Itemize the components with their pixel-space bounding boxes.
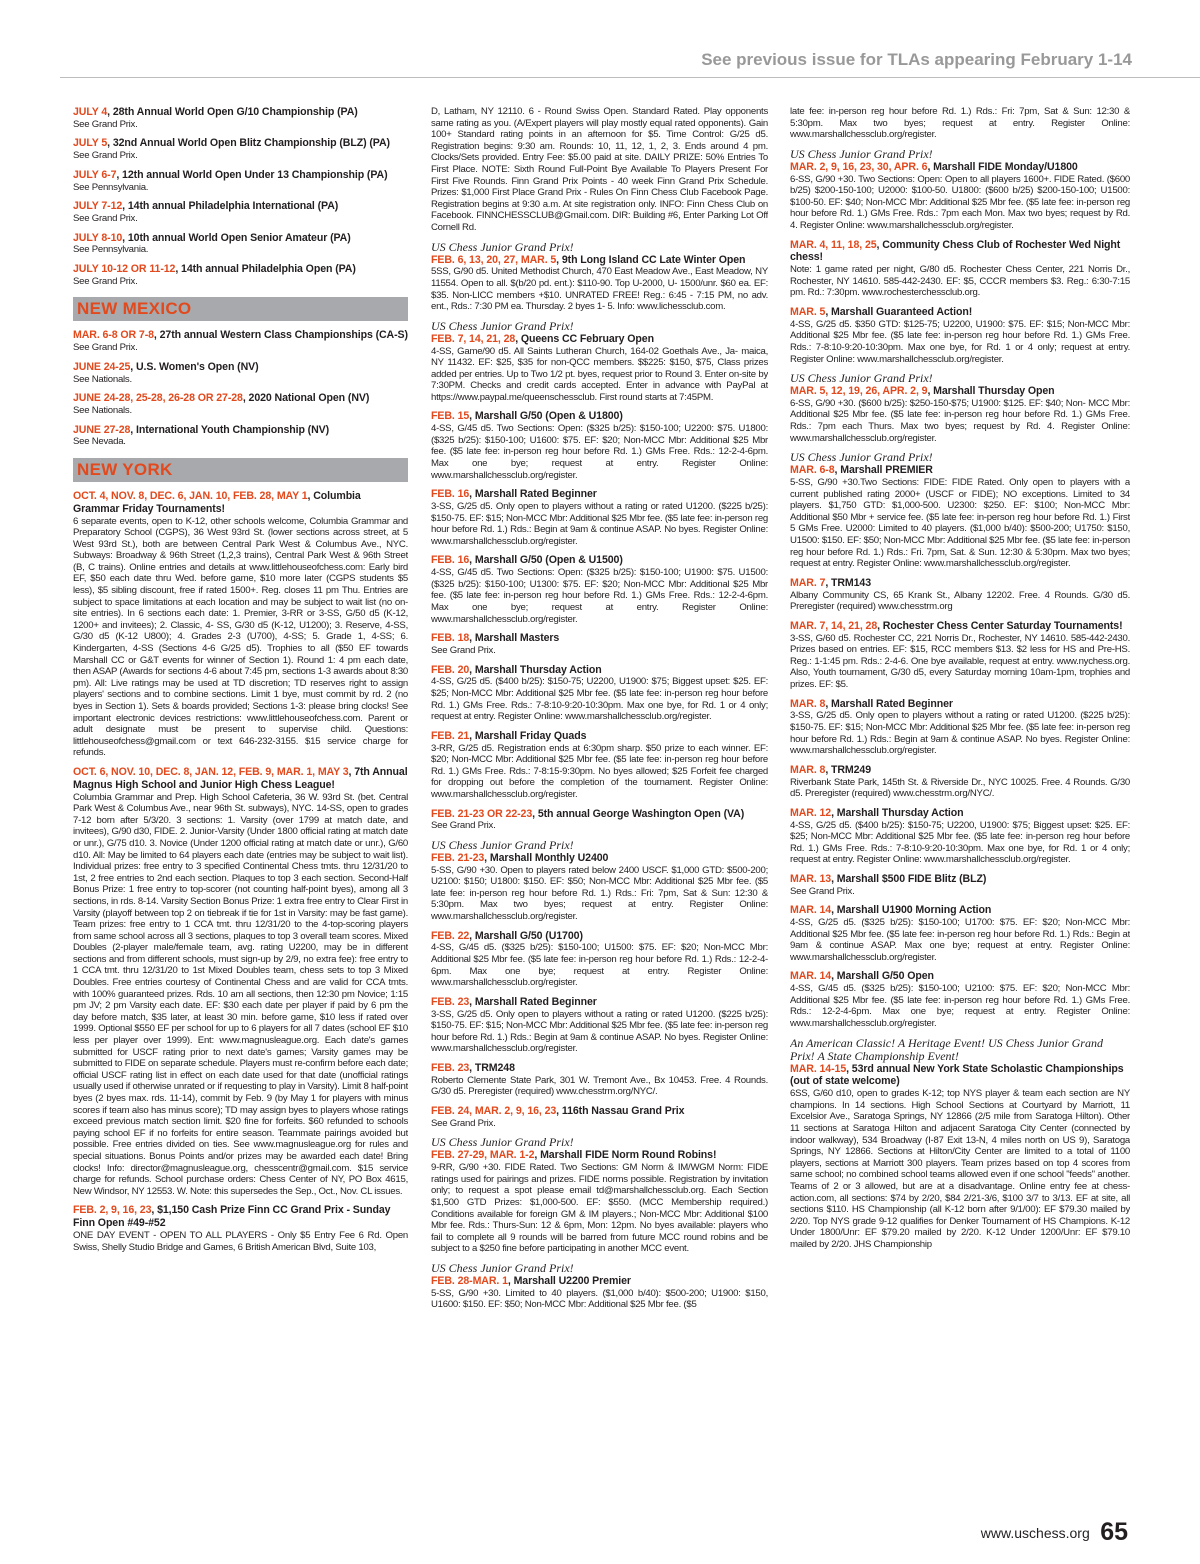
listing-dates: JUNE 27-28: [73, 423, 131, 436]
listing-heading: [73, 424, 408, 437]
listing-title: , Marshall PREMIER: [834, 464, 933, 477]
listing-details: D, Latham, NY 12110. 6 - Round Swiss Open. Standard Rated. Play opponents same rating as you. (A/Expert players will play mostly equal rated opponents). Gain 100+ Standard rating points in an afternoon for $5. Time Control: G/25 d5. Registration begins: 9:30 am. Rounds: 10, 11, 12, 1, 2, 3. Ends around 4 pm. Clocks/Sets provided. Entry Fee: $5.00 paid at site. DAILY PRIZE: 50% Entries To First Place. NOTE: Sixth Round Full-Point Bye Available To Players Present For First Five Rounds. Finn Grand Prix Points - 40 week Finn Grand Prix Schedule. Prizes: $1,000 First Place Grand Prix - Rules On Finn Chess Club Facebook Page. Registration begins at 9:30 a.m. At site registration only. INFO: Finn Chess Club on Facebook. FINNCHESSCLUB@Gmail.com. DIR: Building #6, Enter Parking Lot Off Cornell Rd.: [431, 106, 768, 233]
listing-heading: [790, 807, 1130, 820]
listing-dates: JULY 6-7: [73, 168, 117, 181]
listing-title: , Marshall Thursday Open: [927, 385, 1055, 398]
listing-heading: [790, 464, 1130, 477]
listing-heading: [73, 137, 408, 150]
state-section-banner: [73, 458, 408, 482]
listing-title: , Marshall U2200 Premier: [507, 1274, 631, 1287]
event-designation: US Chess Junior Grand Prix!: [790, 450, 933, 465]
listing-details: 3-RR, G/25 d5. Registration ends at 6:30pm sharp. $50 prize to each winner. EF: $20; Non-MCC Mbr: Additional $25 Mbr fee. ($5 late fee: in-person reg hour before Rd. 1.) GMs Free. Rds.: 7-8:15-9:30pm. No byes allowed; $25 Forfeit fee charged for dropping out before the completion of the tournament. Register Online: www.marshallchessclub.org/register.: [431, 742, 768, 800]
event-designation: US Chess Junior Grand Prix!: [790, 371, 933, 386]
listing-heading: [73, 361, 408, 374]
page-number: 65: [1100, 1518, 1128, 1546]
listing-dates: MAR. 4, 11, 18, 25: [790, 238, 877, 251]
listing-details: 5-SS, G/90 +30.Two Sections: FIDE: FIDE Rated. Only open to players with a current published rating 2000+ (USCF or FIDE); NO exceptions. Limited to 34 players. $1,750 GTD: $1,000-500. U2300: $250. EF: $100; Non-MCC Mbr: Additional $50 Mbr + service fee. ($5 late fee: in-person reg hour before Rd. 1.) First 5 GMs Free. U2000: Limited to 40 players. ($1,000 b/40): $500-200; U1750: $150, U1500: $150. EF: $50; Non-MCC Mbr: Additional $25 Mbr fee. ($5 late fee: in-person reg hour before Rd. 1.) Rds.: Fri. 7pm, Sat. & Sun. 12:30 & 5:30pm. Max two byes; request at entry. Register Online: www.marshallchessclub.org/register.: [790, 477, 1130, 570]
listing-heading: [431, 730, 768, 743]
listing-title: , U.S. Women's Open (NV): [130, 360, 259, 373]
listing-title: , Marshall U1900 Morning Action: [831, 904, 992, 917]
tournament-listing: [73, 329, 408, 353]
state-name: NEW MEXICO: [77, 299, 192, 319]
listing-title: , TRM143: [825, 576, 872, 589]
column-3: [790, 106, 1130, 1506]
running-header: [60, 50, 1200, 80]
tournament-listing: [431, 106, 768, 234]
tournament-listing: [790, 306, 1130, 365]
listing-title: , 27th annual Western Class Championships (CA-S): [153, 329, 408, 342]
listing-dates: FEB. 28-MAR. 1: [431, 1274, 508, 1287]
tournament-listing: [790, 764, 1130, 800]
listing-title: , Marshall G/50 (Open & U1500): [469, 554, 623, 567]
listing-title: , 53rd annual New York State Scholastic Championships (out of state welcome): [790, 1062, 1124, 1088]
listing-dates: MAR. 2, 9, 16, 23, 30, APR. 6: [790, 160, 928, 173]
listing-dates: JUNE 24-28, 25-28, 26-28 OR 27-28: [73, 392, 243, 405]
listing-heading: [790, 1063, 1130, 1089]
listing-dates: JULY 8-10: [73, 231, 123, 244]
listing-heading: [73, 490, 408, 516]
listing-details: 9-RR, G/90 +30. FIDE Rated. Two Sections: GM Norm & IM/WGM Norm: FIDE ratings used for pairings and prizes. FIDE norms possible. Registration by invitation only; to request a spot please email td@marshallchessclub.org. Each Section $1,500 GTD Prizes: $1,000-500. EF: $550. (MCC Membership required.) Conditions available for foreign GM & IM players.; Non-MCC Mbr: Additional $100 Mbr fee. Rds.: Thurs-Sun: 12 & 6pm, Mon: 12pm. No byes available: players who fail to complete all 9 rounds will be barred from future MCC round robins and be subject to a $250 fine before participating in another MCC event.: [431, 1162, 768, 1255]
listing-dates: FEB. 16: [431, 554, 470, 567]
listing-heading: [790, 385, 1130, 398]
listing-details: 6-SS, G/90 +30. ($600 b/25): $250-150-$75; U1900: $125. EF: $40; Non- MCC Mbr: Additional $25 Mbr fee. ($5 late fee: in-person reg hour before Rd. 1.) GMs Free. Rds.: 7pm each Thurs. Max two byes; request by Rd. 4. Register Online: www.marshallchessclub.org/register.: [790, 397, 1130, 444]
tournament-listing: [790, 904, 1130, 963]
listing-dates: FEB. 22: [431, 929, 470, 942]
listing-title: , 32nd Annual World Open Blitz Championship (BLZ) (PA): [107, 137, 390, 150]
listing-details: See Pennsylvania.: [73, 244, 149, 256]
listing-title: , $1,150 Cash Prize Finn CC Grand Prix - Sunday Finn Open #49-#52: [73, 1204, 391, 1230]
tournament-listing: [790, 148, 1130, 232]
event-designation: An American Classic! A Heritage Event! US Chess Junior Grand Prix! A State Championship Event!: [790, 1035, 1103, 1063]
listing-heading: [431, 852, 768, 865]
listing-details: See Grand Prix.: [431, 644, 496, 656]
tournament-listing: [431, 1136, 768, 1255]
listing-dates: FEB. 7, 14, 21, 28: [431, 332, 516, 345]
listing-details: 6-SS, G/90 +30. Two Sections: Open: Open to all players 1600+. FIDE Rated. ($600 b/25) $200-150-100; U2000: $100-50. U1800: ($600 b/25) $200-150-100; U1500: $100-50. EF: $40; Non-MCC Mbr: Additional $25 Mbr fee. ($5 late fee: in-person reg hour before Rd. 1.) GMs Free. Rds.: 7pm each Mon. Max two byes; request by Rd. 4. Register Online: www.marshallchessclub.org/register.: [790, 173, 1130, 231]
listing-dates: FEB. 16: [431, 488, 470, 501]
listing-heading: [431, 996, 768, 1009]
listing-heading: [790, 577, 1130, 590]
listing-dates: JULY 4: [73, 106, 108, 118]
listing-heading: [73, 1204, 408, 1230]
event-designation: US Chess Junior Grand Prix!: [431, 239, 574, 254]
listing-details: Note: 1 game rated per night, G/80 d5. Rochester Chess Center, 221 Norris Dr., Rochester, NY 14610. 585-442-2430. EF: $5, CCCR members $3. Reg.: 6:30-7:15 pm. Rd.: 7:30pm. www.rochesterchessclub.org.: [790, 264, 1130, 299]
listing-dates: FEB. 2, 9, 16, 23: [73, 1204, 152, 1217]
listing-dates: MAR. 7: [790, 576, 826, 589]
listing-heading: [73, 232, 408, 245]
listing-dates: MAR. 7, 14, 21, 28: [790, 619, 878, 632]
listing-details: 4-SS, G/25 d5. ($400 b/25): $150-75; U2200, U1900: $75; Biggest upset: $25. EF: $25; Non-MCC Mbr: Additional $25 Mbr fee. ($5 late fee: in-person reg hour before Rd. 1.) GMs Free. Rds.: 7-8:10-9:20-10:30pm. Max one bye, for Rd. 1 or 4 only; request at entry. Register Online: www.marshallchessclub.org/register.: [431, 676, 768, 723]
listing-details: 3-SS, G/25 d5. Only open to players without a rating or rated U1200. ($225 b/25): $150-75. EF: $15; Non-MCC Mbr: Additional $25 Mbr fee. ($5 late fee: in-person reg hour before Rd. 1.) Rds.: Begin at 9am & continue ASAP. No byes. Register Online: www.marshallchessclub.org/register.: [790, 710, 1130, 757]
listing-dates: JUNE 24-25: [73, 360, 131, 373]
listing-details: 6 separate events, open to K-12, other schools welcome, Columbia Grammar and Preparatory School (CGPS), 36 West 93rd St. (lower sections across street, at 5 West 93rd St.), both are between Central Park West & Columbus Ave., NYC. Subways: Broadway & 96th Street (1,2,3 trains), Central Park West & 96th Street (B, C trains). Online entries and details at www.littlehouseofchess.com: Early bird EF, $50 each date thru Wed. before game, $10 more later (CGPS students $5 less), $5 sibling discount, free if rated 1500+. Reg. closes 11 pm Thu. Entries are subject to space limitations at each location and may be subject to wait list (no on-site entries). In 6 sections each date: 1. Premier, 3-RR or 3-SS, G/50 d5 (K-12, 1200+ and invitees); 2. Classic, 4- SS, G/30 d5 (K-12, U1200); 3. Reserve, 4-SS, G/30 d5 (K-12 U800); 4. Grades 2-3 (U700), 4-SS; 5. Grade 1, 4-SS; 6. Kindergarten, 4-SS (Sections 4-6 G/25 d5). Trophies to all ($50 EF towards Marshall CC or G&T events for winner of Section 1). Round 1: 4 pm each date, then ASAP (Awards for sections 4-6 about 7:45 pm, sections 1-3 awards about 8:30 pm). All: Live ratings may be used at TD discretion; TD reserves right to assign players' sections and to combine sections. Limit 1 bye, must commit by rd. 2 (no byes in Section 1). Sets & boards provided; Sections 1-3: please bring clocks! See important electronic devices restrictions: www.littlehouseofchess.com. Parent or adult designate must be present to supervise child. Questions: littlehouseofchess@gmail.com or text 646-232-3155. $15 service charge for refunds.: [73, 515, 408, 759]
listing-title: , Marshall Thursday Action: [469, 663, 602, 676]
listing-details: 4-SS, G/45 d5. ($325 b/25): $150-100; U2100: $75. EF: $20; Non-MCC Mbr: Additional $25 Mbr fee. ($5 late fee: in-person reg hour before Rd. 1.) GMs Free. Rds.: 12-2-4-6pm. Max one bye; request at entry. Register Online: www.marshallchessclub.org/register.: [790, 983, 1130, 1030]
listing-details: 3-SS, G/60 d5. Rochester CC, 221 Norris Dr., Rochester, NY 14610. 585-442-2430. Prizes based on entries. EF: $15, RCC members $13. $2 less for HS and Pre-HS. Reg.: 1-1:45 pm. Rds.: 2-4-6. One bye available, request at entry. www.nychess.org. Also, Youth tournament, G/30 d5, every Saturday morning 10am-1pm, trophies and prizes. EF: $5.: [790, 632, 1130, 690]
listing-dates: MAR. 5: [790, 305, 826, 318]
listing-dates: MAR. 14: [790, 904, 832, 917]
listing-details: See Grand Prix.: [73, 150, 138, 162]
listing-heading: [73, 169, 408, 182]
listing-details: See Nationals.: [73, 404, 132, 416]
listing-heading: [790, 970, 1130, 983]
tournament-listing: [431, 930, 768, 989]
listing-dates: MAR. 5, 12, 19, 26, APR. 2, 9: [790, 385, 928, 398]
event-designation: US Chess Junior Grand Prix!: [431, 837, 574, 852]
listing-title: , Marshall Rated Beginner: [469, 995, 597, 1008]
listing-title: , TRM249: [825, 763, 872, 776]
page-footer: [981, 1518, 1128, 1548]
listing-heading: [431, 808, 768, 821]
listing-heading: [431, 1105, 768, 1118]
listing-details: See Grand Prix.: [790, 885, 855, 897]
listing-heading: [73, 329, 408, 342]
tournament-listing: [73, 361, 408, 385]
tournament-listing: [790, 451, 1130, 570]
tournament-listing: [790, 698, 1130, 757]
tournament-listing: [431, 320, 768, 404]
running-header-text: See previous issue for TLAs appearing February 1-14: [701, 50, 1132, 69]
tournament-listing: [790, 1037, 1130, 1251]
listing-details: 4-SS, G/45 d5. ($325 b/25): $150-100; U1500: $75. EF: $20; Non-MCC Mbr: Additional $25 Mbr fee. ($5 late fee: in-person reg hour before Rd. 1.) Rds.: 12-2-4-6pm. Max one bye; request at entry. Register Online: www.marshallchessclub.org/register.: [431, 942, 768, 989]
listing-title: , Marshall Monthly U2400: [484, 851, 609, 864]
listing-dates: MAR. 12: [790, 806, 832, 819]
event-designation: US Chess Junior Grand Prix!: [431, 318, 574, 333]
column-1: [73, 106, 408, 1506]
listing-details: 5-SS, G/90 +30. Limited to 40 players. ($1,000 b/40): $500-200; U1900: $150, U1600: $150. EF: $50; Non-MCC Mbr: Additional $25 Mbr fee. ($5: [431, 1287, 768, 1311]
tournament-listing: [790, 807, 1130, 866]
listing-dates: FEB. 6, 13, 20, 27, MAR. 5: [431, 253, 557, 266]
listing-dates: MAR. 8: [790, 763, 826, 776]
listing-heading: [431, 333, 768, 346]
listing-dates: JULY 5: [73, 137, 108, 150]
tournament-listing: [431, 730, 768, 801]
tournament-listing: [431, 839, 768, 923]
listing-title: , 14th annual Philadelphia Open (PA): [175, 262, 356, 275]
tournament-listing: [73, 424, 408, 448]
tournament-listing: [790, 620, 1130, 691]
listing-dates: FEB. 23: [431, 1062, 470, 1074]
listing-heading: [431, 1062, 768, 1075]
tournament-listing: [73, 766, 408, 1197]
listing-dates: FEB. 23: [431, 995, 470, 1008]
listing-details: See Grand Prix.: [73, 118, 138, 130]
listing-dates: FEB. 24, MAR. 2, 9, 16, 23: [431, 1104, 557, 1117]
tournament-listing: [790, 577, 1130, 613]
event-designation: US Chess Junior Grand Prix!: [790, 146, 933, 161]
listing-heading: [431, 554, 768, 567]
listing-title: , 28th Annual World Open G/10 Championship (PA): [107, 106, 358, 118]
tournament-listing: [73, 137, 408, 161]
listing-details: 3-SS, G/25 d5. Only open to players without a rating or rated U1200. ($225 b/25): $150-75. EF: $15; Non-MCC Mbr: Additional $25 Mbr fee. ($5 late fee: in-person reg hour before Rd. 1.) Rds.: Begin at 9am & continue ASAP. No byes. Register Online: www.marshallchessclub.org/register.: [431, 501, 768, 547]
listing-title: , Marshall FIDE Monday/U1800: [927, 160, 1078, 173]
tournament-listing: [73, 490, 408, 759]
listing-title: , Marshall Rated Beginner: [469, 488, 597, 501]
listing-details: 6SS, G/60 d10, open to grades K-12; top NYS player & team each section are NY champions. In 14 sections. High School Sections at Courtyard by Marriott, 11 Excelsior Ave., Saratoga Springs, NY 12866 (2/5 mile from Saratoga Hilton). Other 11 sections at Saratoga Hilton and adjacent Saratoga City Center (connected by indoor walkway), 534 Broadway (I-87 Exit 13-N, 4 miles north on US 9), Saratoga Springs, NY 12866. Sections at Hilton/City Center are limited to a total of 1100 players, sections at Marriott 300 players. Team prizes based on top 4 scores from same school; no combined school teams allowed even if one school "feeds" another. Teams of 2 or 3 allowed, but are at a disadvantage. Online entry fee at chess-action.com, all sections: $74 by 2/20, $84 2/21-3/6, $100 3/7 to 3/13. EF at site, all sections $110. HS Championship (all K-12 born after 9/1/00): EF $79.30 mailed by 2/20. Top NYS grade 9-12 qualifies for Denker Tournament of HS Champions. K-12 Under 1800/Unr: EF $79.20 mailed by 2/20. K-12 Under 1200/Unr: EF $79.10 mailed by 2/20. JHS Championship: [790, 1088, 1130, 1250]
listing-heading: [790, 620, 1130, 633]
tournament-listing: [431, 996, 768, 1055]
state-name: NEW YORK: [77, 459, 173, 479]
listing-dates: MAR. 8: [790, 697, 826, 710]
listing-dates: MAR. 6-8 OR 7-8: [73, 329, 154, 342]
tournament-listing: [431, 1262, 768, 1311]
listing-details: Columbia Grammar and Prep. High School Cafeteria, 36 W. 93rd St. (bet. Central Park West & Columbus Ave., near 96th St. subways), NYC. 14-SS, open to grades 7-12 born after 5/3/20. 3 sections: 1. Varsity (over 1799 at match date, and invitees), G/90 d30, FIDE. 2. Junior-Varsity (Under 1800 official rating at match date or unr.), G/75 d10. 3. Novice (Under 1200 official rating at match date or unr.), G/60 d10. All: May be limited to 64 players each date (entries may be subject to wait list). Individual prizes: free entry to 3 specified Continental Chess tmts. thru 12/31/20 to 1st, 2 free entries to 2nd each section. Plaques to top 3 each section. Second-Half Bonus Prize: 1 free entry to top-scorer (not counting half-point byes), among all 3 sections, in rds. 8-14. Varsity Section Bonus Prize: 1 extra free entry to Clear First in Varsity (playoff between top 2 on tiebreak if tie for 1st in Varsity: may be fast game). Team prizes: free entry to 1 CCA tmt. thru 12/31/20 to the 4-top-scoring players from same school across all 3 sections, plaques to top 3 overall team scores. Mixed Doubles (2-player male/female team, avg. rating U2200, may be in different sections and from different schools, must sign-up by 2/9, no extra fee): free entry to 1 CCA tmt. thru 12/31/20 to 1st Mixed Doubles team, chess sets to top 3 Mixed Doubles. Free entries courtesy of Continental Chess and are valid for CCA tmts. with 100% guaranteed prizes. Rds. 10 am all sections, then 12:30 pm Novice; 1:15 pm JV; 2 pm Varsity each date. EF: $30 each date per player if paid by 6 pm the day before match, $35 later, at least 30 min. before game, $10 less if rated over 1999. Optional $550 EF per school for up to 6 players for all 7 dates (school EF $10 less per player over 1999). Ent: www.magnusleague.org. Each date's games submitted for USCF rating prior to next date's games; Varsity games may be submitted to FIDE on separate schedule. Players must re-confirm before each date; official USCF rating list in effect on each date used for that date (unofficial ratings usually used if otherwise unrated or if requesting to play in Varsity). Limit 8 half-point byes (2 byes max. rds. 11-14), commit by Feb. 9 (by May 1 for players with minus scores if team also has minus score); TD may assign byes to players whose ratings exceed previous match section limit. $20 fine for forfeits. $60 refunded to schools paying school EF if no forfeits for entire season. Teammate pairings avoided but possible. Free entries divided on ties. See www.magnusleague.org for rules and special situations. Bonus Points and/or prizes may be awarded each date! Bring clocks! Info: director@magnusleague.org, chesscentr@gmail.com. $15 service charge for refunds. School purchase orders: Chess Center of NY, PO Box 4615, New Windsor, NY 12553. W. Note: this supersedes the Sep., Oct., Nov. CL issues.: [73, 791, 408, 1197]
listing-title: , Queens CC February Open: [515, 332, 654, 345]
listing-heading: [73, 766, 408, 792]
tournament-listing: [73, 263, 408, 287]
listing-dates: JULY 10-12 OR 11-12: [73, 262, 176, 275]
event-designation: US Chess Junior Grand Prix!: [431, 1135, 574, 1150]
listing-dates: OCT. 4, NOV. 8, DEC. 6, JAN. 10, FEB. 28, MAY 1: [73, 489, 308, 502]
tournament-listing: [73, 169, 408, 193]
listing-details: See Nevada.: [73, 436, 126, 448]
listing-details: 3-SS, G/25 d5. Only open to players without a rating or rated U1200. ($225 b/25): $150-75. EF: $15; Non-MCC Mbr: Additional $25 Mbr fee. ($5 late fee: in-person reg hour before Rd. 1.) Rds.: Begin at 9am & continue ASAP. No byes. Register Online: www.marshallchessclub.org/register.: [431, 1008, 768, 1055]
listing-title: , Marshall Masters: [469, 632, 560, 645]
listing-dates: FEB. 18: [431, 632, 470, 645]
tournament-listing: [73, 200, 408, 224]
tournament-listing: [431, 554, 768, 625]
state-section-banner: [73, 297, 408, 321]
listing-title: , 7th Annual Magnus High School and Junior High Chess League!: [73, 765, 408, 791]
listing-heading: [431, 664, 768, 677]
tournament-listing: [73, 106, 408, 130]
listing-title: , International Youth Championship (NV): [130, 423, 330, 436]
listing-title: , Community Chess Club of Rochester Wed Night chess!: [790, 238, 1121, 264]
listing-heading: [790, 904, 1130, 917]
listing-heading: [790, 698, 1130, 711]
tournament-listing: [73, 232, 408, 256]
tournament-listing: [431, 664, 768, 723]
listing-details: See Grand Prix.: [431, 820, 496, 832]
event-designation: US Chess Junior Grand Prix!: [431, 1260, 574, 1275]
listing-heading: [73, 200, 408, 213]
listing-heading: [790, 873, 1130, 886]
footer-site-url[interactable]: www.uschess.org: [980, 1524, 1090, 1541]
listing-dates: FEB. 20: [431, 663, 470, 676]
listing-heading: [431, 410, 768, 423]
listing-dates: JULY 7-12: [73, 200, 123, 213]
listing-heading: [431, 1275, 768, 1288]
listing-details: 5SS, G/90 d5. United Methodist Church, 470 East Meadow Ave., East Meadow, NY 11554. Open to all. $(b/20 pd. ent.): $110-90. Top U-2000, U- 1500/unr. $60 ea. EF: $35. Non-LICC members +$10. UNRATED FREE! Reg.: 6:45 - 7:15 PM, no adv. ent., Rds.: 7:30 PM ea. Thursday. 2 byes 1- 5. Info: www.lichessclub.com.: [431, 266, 768, 313]
listing-details: See Pennsylvania.: [73, 181, 149, 193]
listing-title: , Marshall FIDE Norm Round Robins!: [534, 1149, 717, 1162]
tournament-listing: [790, 873, 1130, 897]
listing-heading: [790, 239, 1130, 265]
listing-details: See Grand Prix.: [73, 275, 138, 287]
listing-title: , Marshall $500 FIDE Blitz (BLZ): [831, 872, 987, 885]
listing-details: ONE DAY EVENT - OPEN TO ALL PLAYERS - Only $5 Entry Fee 6 Rd. Open Swiss, Shelly Studio Bridge and Games, 6 British American Blvd, Suite 103,: [73, 1229, 408, 1253]
listing-heading: [73, 392, 408, 405]
listing-details: See Grand Prix.: [431, 1117, 496, 1129]
tournament-listing: [431, 632, 768, 656]
listing-title: , Rochester Chess Center Saturday Tournaments!: [877, 619, 1123, 632]
listing-title: , 10th annual World Open Senior Amateur (PA): [122, 231, 351, 244]
listing-details: See Grand Prix.: [73, 342, 138, 354]
listing-heading: [431, 930, 768, 943]
listing-details: 5-SS, G/90 +30. Open to players rated below 2400 USCF. $1,000 GTD: $500-200; U2100: $150; U1800: $150. EF: $50; Non-MCC Mbr: Additional $25 Mbr fee. ($5 late fee: in-person reg hour before Rd. 1.) Rds.: Fri: 7pm, Sat & Sun: 12:30 & 5:30pm. Max two byes; request at entry. Register Online: www.marshallchessclub.org/register.: [431, 864, 768, 923]
listing-details: 4-SS, G/25 d5. ($400 b/25): $150-75; U2200, U1900: $75; Biggest upset: $25. EF: $25; Non-MCC Mbr: Additional $25 Mbr fee. ($5 late fee: in-person reg hour before Rd. 1.) GMs Free. Rds.: 7-8:10-9:20-10:30pm. Max one bye, for Rd. 1 or 4 only; request at entry. Register Online: www.marshallchessclub.org/register.: [790, 819, 1130, 866]
listing-details: 4-SS, Game/90 d5. All Saints Lutheran Church, 164-02 Goethals Ave., Ja- maica, NY 11432. EF: $25, $35 for non-QCC members. $$225: $150, $75, Class prizes added per entries. Up to Two 1/2 pt. byes, request prior to Round 3. Enter on-site by 7:30PM. Checks and credit cards accepted. Enter in advance with PayPal at https://www.paypal.me/queenschessclub. First round starts at 7:45PM.: [431, 345, 768, 403]
listing-dates: MAR. 14-15: [790, 1062, 847, 1075]
tournament-listing: [431, 410, 768, 481]
listing-details: 4-SS, G/45 d5. Two Sections: Open: ($325 b/25): $150-100; U1900: $75. U1500: ($325 b/25): $150-100; U1300: $75. EF: $20; Non-MCC Mbr: Additional $25 Mbr fee. ($5 late fee: in-person reg hour before Rd. 1.) GMs Free. Rds.: 12-2-4-6pm. Max one bye; request at entry. Register Online: www.marshallchessclub.org/register.: [431, 567, 768, 625]
listing-heading: [431, 1149, 768, 1162]
listing-title: , Marshall Guaranteed Action!: [825, 305, 973, 318]
listing-title: , Marshall G/50 (Open & U1800): [469, 410, 623, 423]
listing-heading: [790, 306, 1130, 319]
tournament-listing: [790, 239, 1130, 299]
listing-details: late fee: in-person reg hour before Rd. 1.) Rds.: Fri: 7pm, Sat & Sun: 12:30 & 5:30pm. Max two byes; request at entry. Register Online: www.marshallchessclub.org/register.: [790, 106, 1130, 141]
listing-details: 4-SS, G/45 d5. Two Sections: Open: ($325 b/25): $150-100; U2200: $75. U1800: ($325 b/25): $150-100; U1600: $75. EF: $20; Non-MCC Mbr: Additional $25 Mbr fee. ($5 late fee: in-person reg hour before Rd. 1.) GMs Free. Rds.: 12-2-4-6pm. Max one bye; request at entry. Register Online: www.marshallchessclub.org/register.: [431, 423, 768, 481]
tournament-listing: [431, 1105, 768, 1129]
listing-title: , 14th annual Philadelphia International (PA): [122, 200, 339, 213]
listing-details: See Grand Prix.: [73, 212, 138, 224]
tournament-listing: [790, 970, 1130, 1029]
listing-dates: FEB. 21-23: [431, 851, 485, 864]
listing-title: , 9th Long Island CC Late Winter Open: [556, 253, 746, 266]
listing-heading: [790, 161, 1130, 174]
tournament-listing: [431, 808, 768, 832]
listing-dates: FEB. 21-23 OR 22-23: [431, 807, 533, 820]
listing-title: , 12th annual World Open Under 13 Championship (PA): [116, 168, 388, 181]
listing-heading: [431, 254, 768, 267]
listing-title: , Marshall Thursday Action: [831, 806, 964, 819]
tournament-listing: [790, 372, 1130, 444]
column-2: [431, 106, 768, 1506]
listing-details: See Nationals.: [73, 373, 132, 385]
tournament-listing: [431, 488, 768, 547]
listing-dates: FEB. 21: [431, 729, 470, 742]
tournament-listing: [73, 1204, 408, 1253]
listing-details: 4-SS, G/25 d5. ($325 b/25): $150-100; U1700: $75. EF: $20; Non-MCC Mbr: Additional $25 Mbr fee. ($5 late fee: in-person reg hour before Rd. 1.) Rds.: Begin at 9am & continue ASAP. Max one bye; request at entry. Register Online: www.marshallchessclub.org/register.: [790, 917, 1130, 963]
listing-details: 4-SS, G/25 d5. $350 GTD: $125-75; U2200, U1900: $75. EF: $15; Non-MCC Mbr: Additional $25 Mbr fee. ($5 late fee: in-person reg hour before Rd. 1.) GMs Free. Rds.: 7-8:10-9:20-10:30pm. Max one bye, for Rd. 1 or 4 only; request at entry. Register Online: www.marshallchessclub.org/register.: [790, 318, 1130, 365]
listing-title: , 5th annual George Washington Open (VA): [532, 807, 745, 820]
listing-heading: [73, 263, 408, 276]
listing-title: , Marshall G/50 (U1700): [469, 929, 583, 942]
listing-heading: [790, 764, 1130, 777]
tournament-listing: [73, 392, 408, 416]
listing-title: , Marshall G/50 Open: [831, 970, 934, 983]
listing-dates: FEB. 27-29, MAR. 1-2: [431, 1149, 535, 1162]
listing-dates: MAR. 6-8: [790, 464, 835, 477]
listing-heading: [73, 106, 408, 119]
listing-title: , 116th Nassau Grand Prix: [556, 1104, 685, 1117]
listing-details: Roberto Clemente State Park, 301 W. Tremont Ave., Bx 10453. Free. 4 Rounds. G/30 d5. Preregister (required) www.chesstrm.org/NYC/.: [431, 1074, 768, 1098]
listing-details: Riverbank State Park, 145th St. & Riverside Dr., NYC 10025. Free. 4 Rounds. G/30 d5. Preregister (required) www.chesstrm.org/NYC/.: [790, 776, 1130, 800]
tournament-listing: [790, 106, 1130, 141]
listing-heading: [431, 488, 768, 501]
tournament-listing: [431, 1062, 768, 1098]
listing-title: , Columbia Grammar Friday Tournaments!: [73, 489, 361, 515]
listing-title: , 2020 National Open (NV): [242, 392, 370, 405]
listing-dates: MAR. 13: [790, 872, 832, 885]
listing-title: , TRM248: [469, 1062, 515, 1074]
tournament-listing: [431, 241, 768, 313]
listing-title: , Marshall Rated Beginner: [825, 697, 953, 710]
listing-dates: FEB. 15: [431, 410, 470, 423]
listing-dates: MAR. 14: [790, 970, 832, 983]
header-rule: [60, 77, 1200, 78]
listing-details: Albany Community CS, 65 Krank St., Albany 12202. Free. 4 Rounds. G/30 d5. Preregister (required) www.chesstrm.org: [790, 589, 1130, 613]
listing-dates: OCT. 6, NOV. 10, DEC. 8, JAN. 12, FEB. 9, MAR. 1, MAY 3: [73, 765, 349, 778]
listing-title: , Marshall Friday Quads: [469, 729, 587, 742]
listing-heading: [431, 632, 768, 645]
